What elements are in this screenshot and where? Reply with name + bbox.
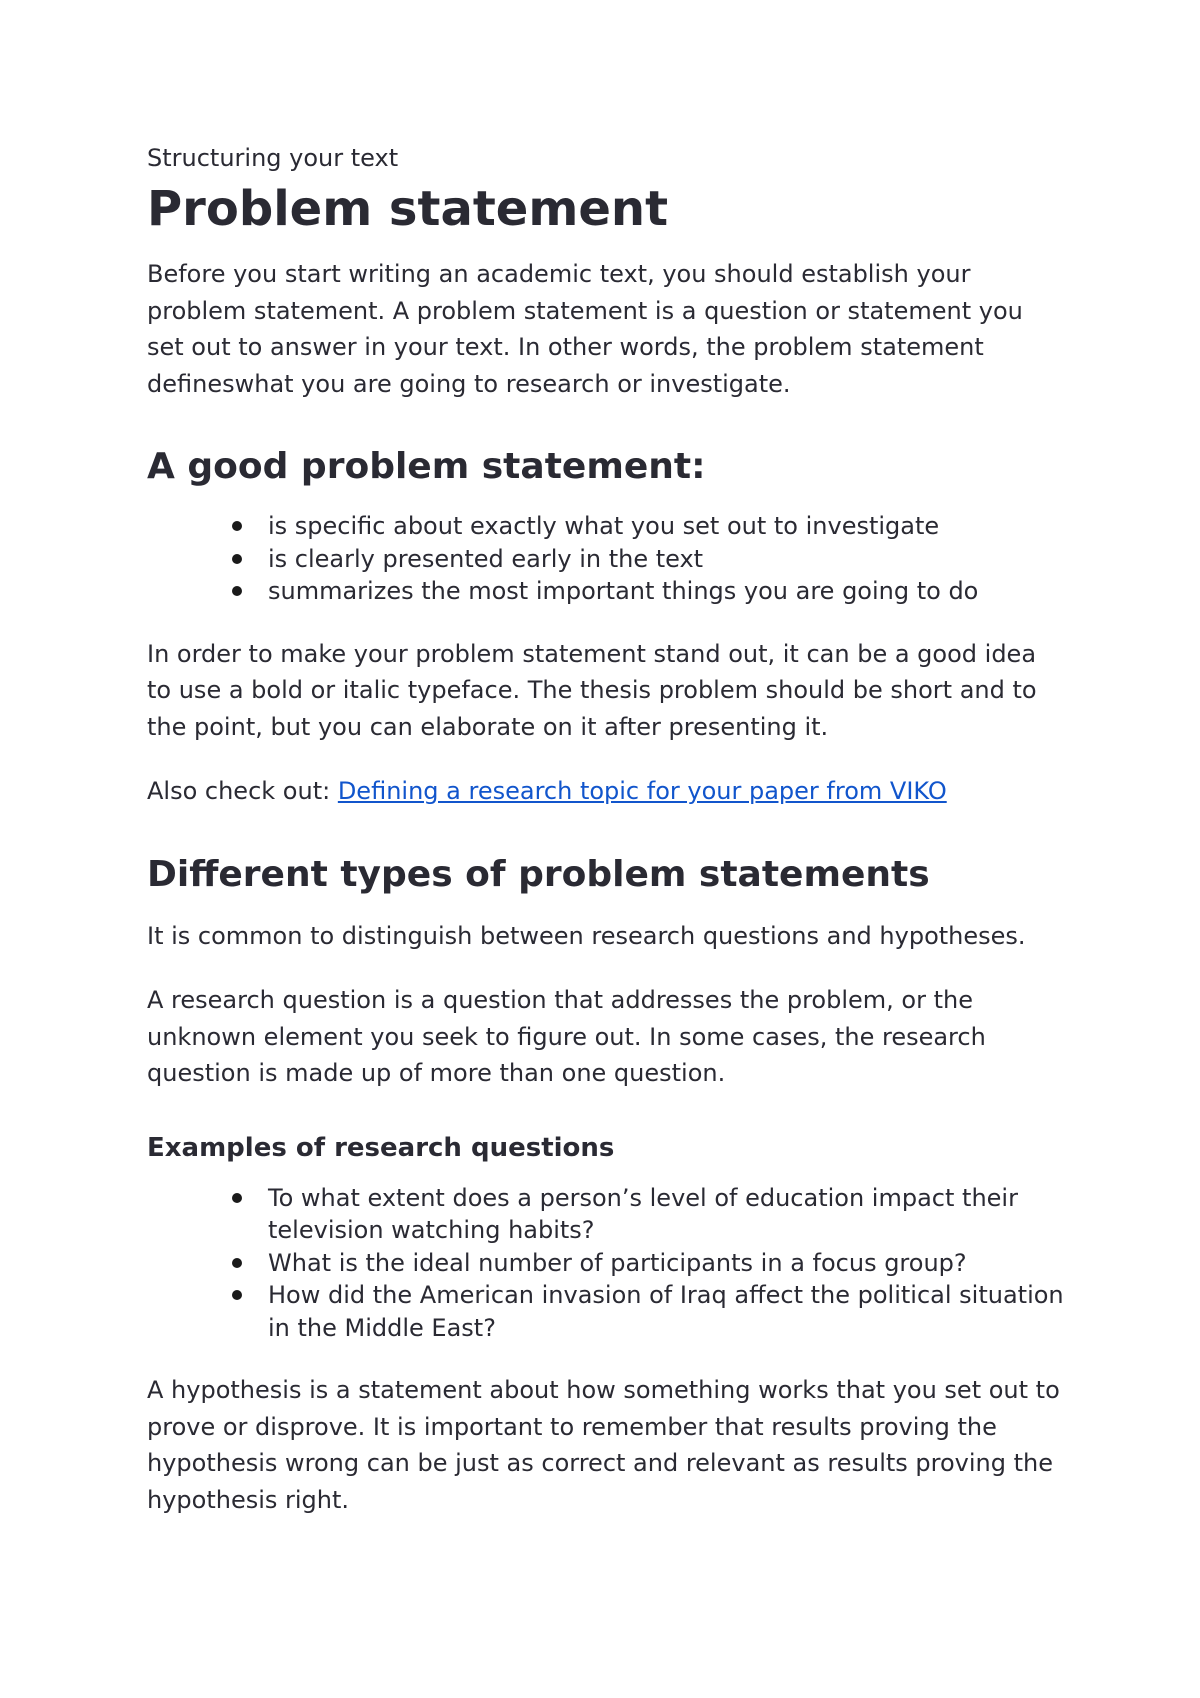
subheading-examples: Examples of research questions <box>147 1132 615 1163</box>
also-check-out <box>147 773 1067 810</box>
document-content <box>147 138 1067 1546</box>
list-item-text: To what extent does a person’s level of education impact their television watching habits? <box>268 1183 1018 1244</box>
intro-paragraph: Before you start writing an academic text, you should establish your problem statement. A problem statement is a question or statement you set out to answer in your text. In other words, the problem statement defineswhat you are going to research or investigate. <box>147 260 1023 398</box>
list-item-text: What is the ideal number of participants in a focus group? <box>268 1248 967 1277</box>
examples-list <box>147 1182 1067 1345</box>
section-heading-good-statement: A good problem statement: <box>147 446 706 487</box>
list-item <box>268 575 1067 608</box>
list-item-text: is clearly presented early in the text <box>268 544 704 573</box>
bullet-icon <box>232 586 242 596</box>
list-item <box>268 1182 1067 1247</box>
list-item <box>268 510 1067 543</box>
list-item-text: summarizes the most important things you are going to do <box>268 577 979 605</box>
research-question-paragraph: A research question is a question that addresses the problem, or the unknown element you seek to figure out. In some cases, the research question is made up of more than one question. <box>147 986 986 1087</box>
list-item <box>268 1247 1067 1280</box>
bullet-icon <box>232 1290 242 1300</box>
bullet-icon <box>232 554 242 564</box>
kicker-text: Structuring your text <box>147 144 399 172</box>
list-item-text: How did the American invasion of Iraq affect the political situation in the Middle East? <box>268 1281 1064 1342</box>
hypothesis-paragraph: A hypothesis is a statement about how something works that you set out to prove or disprove. It is important to remember that results proving the hypothesis wrong can be just as correct and relevant as results proving the hypothesis right. <box>147 1376 1060 1514</box>
also-check-out-label: Also check out: <box>147 777 338 805</box>
bullet-icon <box>232 1258 242 1268</box>
distinguish-paragraph: It is common to distinguish between research questions and hypotheses. <box>147 921 1026 950</box>
good-statement-list <box>147 510 1067 608</box>
section-heading-types: Different types of problem statements <box>147 853 930 895</box>
bullet-icon <box>232 521 242 531</box>
bullet-icon <box>232 1193 242 1203</box>
typeface-paragraph: In order to make your problem statement stand out, it can be a good idea to use a bold or italic typeface. The thesis problem should be short and to the point, but you can elaborate on it after presenting it. <box>147 639 1037 741</box>
page-title: Problem statement <box>147 181 669 237</box>
viko-research-topic-link[interactable]: Defining a research topic for your paper from VIKO <box>337 777 947 805</box>
list-item <box>268 1279 1067 1344</box>
list-item-text: is specific about exactly what you set out to investigate <box>268 512 940 540</box>
list-item <box>268 543 1067 576</box>
